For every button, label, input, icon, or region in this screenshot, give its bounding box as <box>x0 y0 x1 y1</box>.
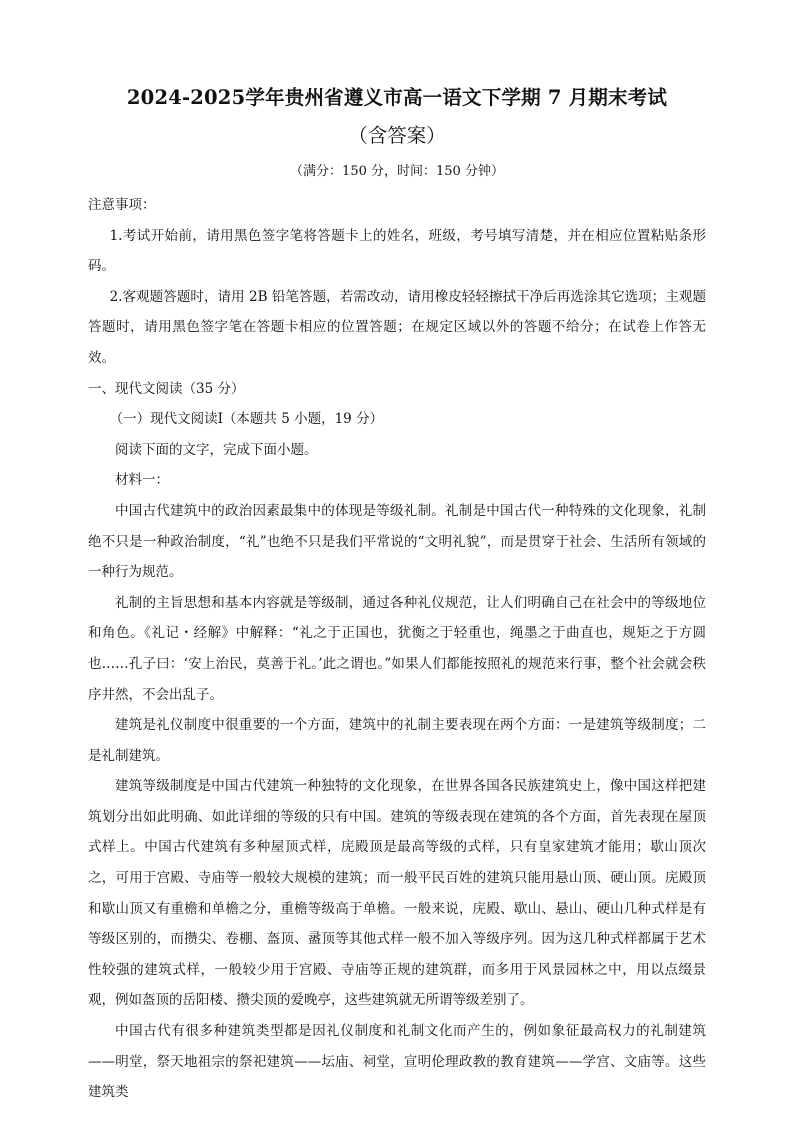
document-title: 2024-2025学年贵州省遵义市高一语文下学期 7 月期末考试 <box>126 86 668 109</box>
section-heading: 一、现代文阅读（35 分） <box>88 380 245 397</box>
body-paragraph: 中国古代有很多种建筑类型都是因礼仪制度和礼制文化而产生的，例如象征最高权力的礼制建筑——明堂，祭天地祖宗的祭祀建筑——坛庙、祠堂，宣明伦理政教的教育建筑——学宫、文庙等。这些建筑类 <box>88 1023 706 1101</box>
note-item: 1.考试开始前，请用黑色签字笔将答题卡上的姓名，班级，考号填写清楚，并在相应位置粘贴条形码。 <box>88 227 706 275</box>
body-paragraph: 建筑是礼仪制度中很重要的一个方面，建筑中的礼制主要表现在两个方面：一是建筑等级制度；二是礼制建筑。 <box>88 717 706 764</box>
note-item: 2.客观题答题时，请用 2B 铅笔答题，若需改动，请用橡皮轻轻擦拭干净后再选涂其它选项；主观题答题时，请用黑色签字笔在答题卡相应的位置答题；在规定区域以外的答题不给分；在试卷上作答无效。 <box>88 288 706 366</box>
body-paragraph: 中国古代建筑中的政治因素最集中的体现是等级礼制。礼制是中国古代一种特殊的文化现象，礼制绝不只是一种政治制度，“礼”也绝不只是我们平常说的“文明礼貌”，而是贯穿于社会、生活所有领域的一种行为规范。 <box>88 502 706 581</box>
sub-section-heading: （一）现代文阅读Ⅰ（本题共 5 小题，19 分） <box>109 411 384 428</box>
exam-meta: （满分：150 分，时间：150 分钟） <box>290 164 504 179</box>
body-paragraph: 建筑等级制度是中国古代建筑一种独特的文化现象，在世界各国各民族建筑史上，像中国这样把建筑划分出如此明确、如此详细的等级的只有中国。建筑的等级表现在建筑的各个方面，首先表现在屋顶式样上。中国古代建筑有多种屋顶式样，庑殿顶是最高等级的式样，只有皇家建筑才能用；歇山顶次之，可用于宫殿、寺庙等一般较大规模的建筑；而一般平民百姓的建筑只能用悬山顶、硬山顶。庑殿顶和歇山顶又有重檐和单檐之分，重檐等级高于单檐。一般来说，庑殿、歇山、悬山、硬山几种式样是有等级区别的，而攒尖、卷棚、盔顶、盝顶等其他式样一般不加入等级序列。因为这几种式样都属于艺术性较强的建筑式样，一般较少用于宫殿、寺庙等正规的建筑群，而多用于风景园林之中，用以点缀景观，例如盔顶的岳阳楼、攒尖顶的爱晚亭，这些建筑就无所谓等级差别了。 <box>88 778 706 1009</box>
notes-heading: 注意事项： <box>88 197 156 213</box>
reading-instruction: 阅读下面的文字，完成下面小题。 <box>115 441 318 458</box>
material-label: 材料一： <box>115 472 169 489</box>
body-paragraph: 礼制的主旨思想和基本内容就是等级制，通过各种礼仪规范，让人们明确自己在社会中的等级地位和角色。《礼记・经解》中解释：“礼之于正国也，犹衡之于轻重也，绳墨之于曲直也，规矩之于方圆也……孔子曰：‘安上治民，莫善于礼。’此之谓也。”如果人们都能按照礼的规范来行事，整个社会就会秩序井然，不会出乱子。 <box>88 594 706 703</box>
document-subtitle: （含答案） <box>348 124 446 147</box>
